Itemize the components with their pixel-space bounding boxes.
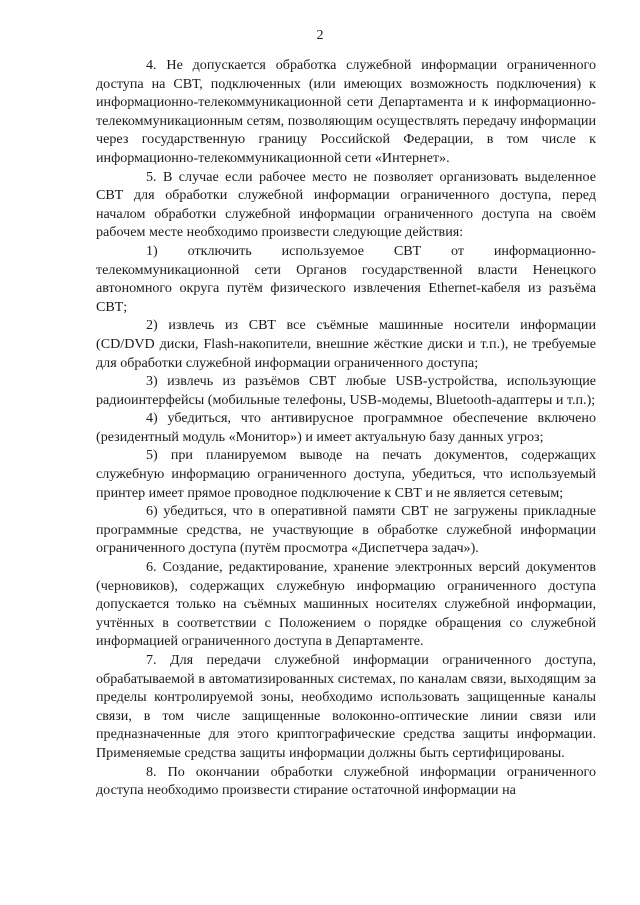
paragraph-item-8: 8. По окончании обработки служебной информации ограниченного доступа необходимо произвести стирание остаточной информации на [96, 763, 596, 799]
subitem-2: 2) извлечь из СВТ все съёмные машинные носители информации (CD/DVD диски, Flash-накопители, внешние жёсткие диски и т.п.), не требуемые для обработки служебной информации ограниченного доступа; [96, 317, 596, 371]
subitem-3: 3) извлечь из разъёмов СВТ любые USB-устройства, использующие радиоинтерфейсы (мобильные телефоны, USB-модемы, Bluetooth-адаптеры и т.п.); [96, 373, 596, 408]
paragraph-item-4: 4. Не допускается обработка служебной информации ограниченного доступа на СВТ, подключенных (или имеющих возможность подключения) к информационно-телекоммуникационной сети Департамента и к информационно-телекоммуникационным сетям, позволяющим осуществлять передачу информации через государственную границу Российской Федерации, в том числе к информационно-телекоммуникационной сети «Интернет». [96, 57, 596, 166]
subitem-1: 1) отключить используемое СВТ от информационно-телекоммуникационной сети Органов государственной власти Ненецкого автономного округа путём физического извлечения Ethernet-кабеля из разъёма СВТ; [96, 242, 596, 315]
subitem-4: 4) убедиться, что антивирусное программное обеспечение включено (резидентный модуль «Монитор») и имеет актуальную базу данных угроз; [96, 410, 596, 445]
paragraph-item-7: 7. Для передачи служебной информации ограниченного доступа, обрабатываемой в автоматизированных системах, по каналам связи, выходящим за пределы контролируемой зоны, необходимо использовать защищенные каналы связи, в том числе защищенные волоконно-оптические линии связи или предназначенные для этого криптографические средства защиты информации. Применяемые средства защиты информации должны быть сертифицированы. [96, 652, 596, 761]
paragraph-item-5: 5. В случае если рабочее место не позволяет организовать выделенное СВТ для обработки служебной информации ограниченного доступа, перед началом обработки служебной информации ограниченного доступа на своём рабочем месте необходимо произвести следующие действия: [96, 168, 596, 241]
subitem-6: 6) убедиться, что в оперативной памяти СВТ не загружены прикладные программные средства, не участвующие в обработке служебной информации ограниченного доступа (путём просмотра «Диспетчера задач»). [96, 503, 596, 557]
document-body [96, 56, 596, 800]
paragraph-item-6: 6. Создание, редактирование, хранение электронных версий документов (черновиков), содержащих служебную информацию ограниченного доступа допускается только на съёмных машинных носителях служебной информации, учтённых в соответствии с Положением о порядке обращения со служебной информацией ограниченного доступа в Департаменте. [96, 559, 596, 650]
page-number: 2 [316, 28, 324, 43]
subitem-5: 5) при планируемом выводе на печать документов, содержащих служебную информацию ограниченного доступа, убедиться, что используемый принтер имеет прямое проводное подключение к СВТ и не является сетевым; [96, 447, 596, 501]
